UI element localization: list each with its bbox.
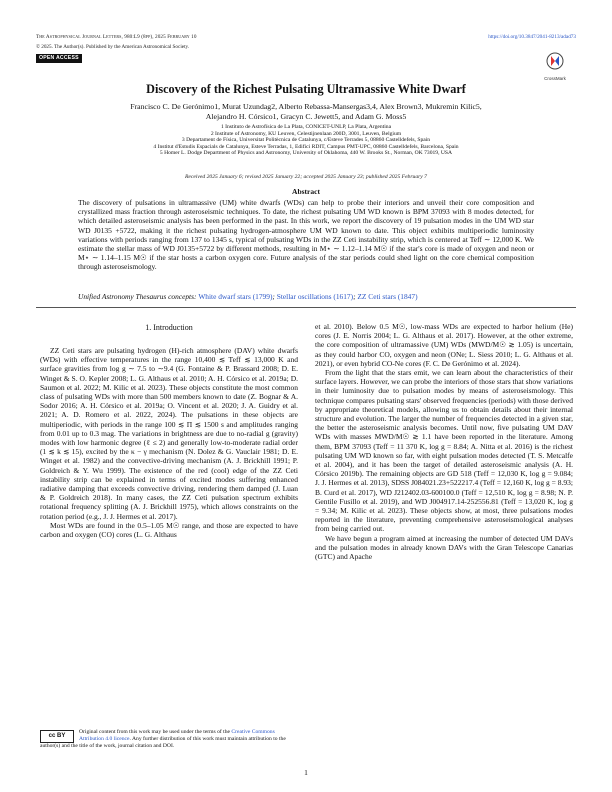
- affiliation: 3 Departament de Física, Universitat Politècnica de Catalunya, c/Esteve Terrades 5, 08860 Castelldefels, Spain: [181, 137, 431, 144]
- doi-link[interactable]: https://doi.org/10.3847/2041-8213/adad73: [488, 34, 576, 40]
- crossmark-icon: [546, 52, 564, 70]
- abstract-text: The discovery of pulsations in ultramassive (UM) white dwarfs (WDs) can help to probe their interiors and unveil their core composition and crystallized mass fraction through asteroseismic techniques. To date, the richest pulsating UM WD known is BPM 37093 with 8 modes detected, for which detailed asteroseismic analysis has been performed in the past. In this work, we report the discovery of 19 pulsation modes in the UM WD star WD J0135 +5722, making it the richest pulsating hydrogen-atmosphere UM WD known to date. This object exhibits multiperiodic luminosity variations with periods ranging from 137 to 1345 s, typical of pulsating WDs in the ZZ Ceti instability strip, which is centered at Teff ∼ 12,000 K. We estimate the stellar mass of WD J0135+5722 by different methods, resulting in M⋆ ∼ 1.12–1.14 M☉ if the star's core is made of oxygen and neon or M⋆ ∼ 1.14–1.15 M☉ if the star hosts a carbon oxygen core. Future analysis of the star periods could shed light on the core chemical composition through asteroseismology.: [78, 198, 534, 272]
- authors-line-1: Francisco C. De Gerónimo1, Murat Uzundag2, Alberto Rebassa-Mansergas3,4, Alex Brown3, Mukremin Kilic5,: [130, 102, 482, 111]
- journal-header: [36, 34, 336, 63]
- keyword-link[interactable]: ZZ Ceti stars (1847): [357, 292, 418, 301]
- page-number: 1: [304, 768, 308, 777]
- affiliation: 5 Homer L. Dodge Department of Physics and Astronomy, University of Oklahoma, 440 W. Brooks St., Norman, OK 73019, USA: [159, 150, 453, 157]
- affiliations: [40, 124, 572, 157]
- right-column: [315, 322, 573, 561]
- open-access-badge: OPEN ACCESS: [36, 54, 82, 63]
- cc-by-badge: cc BY: [40, 730, 74, 743]
- section-heading: 1. Introduction: [145, 323, 193, 332]
- paragraph: Most WDs are found in the 0.5–1.05 M☉ range, and those are expected to have carbon and oxygen (CO) cores (L. G. Althaus: [40, 520, 298, 540]
- journal-citation: The Astrophysical Journal Letters, 980:L9 (8pp), 2025 February 10: [36, 34, 197, 40]
- authors-line-2: Alejandro H. Córsico1, Gracyn C. Jewett5, and Adam G. Moss5: [205, 112, 407, 121]
- left-column: [40, 346, 298, 539]
- paragraph: ZZ Ceti stars are pulsating hydrogen (H)-rich atmosphere (DAV) white dwarfs (WDs) with effective temperatures in the range 10,400 ≲ Teff ≲ 13,000 K and surface gravities from log g ∼ 7.5 to ∼9.4 (G. Fontaine & P. Brassard 2008; D. E. Winget & S. O. Kepler 2008; L. G. Althaus et al. 2010; A. H. Córsico et al. 2019a; D. Saumon et al. 2022; M. Kilic et al. 2023). These objects constitute the most common class of pulsating WDs with more than 500 members known to date (Z. Bognar & A. Sodor 2016; A. H. Córsico et al. 2019a; O. Vincent et al. 2020; J. A. Guidry et al. 2021; A. D. Romero et al. 2022, 2024). The pulsations in these objects are multiperiodic, with periods in the range 100 ≲ Π ≲ 1500 s and amplitudes ranging from 0.01 up to 0.3 mag. The variations in brightness are due to no-radial g (gravity) modes with low harmonic degree (ℓ ≤ 2) and generally low-to-moderate radial order (1 ≲ k ≲ 15), excited by the κ − γ mechanism (N. Dolez & G. Vauclair 1981; D. E. Winget et al. 1982) and the convective-driving mechanism (A. J. Brickhill 1991; P. Goldreich & Y. Wu 1999). The existence of the red (cool) edge of the ZZ Ceti instability strip can be explained in terms of excited modes suffering enhanced radiative damping that exceeds convective driving, rendering them damped (J. Luan & P. Goldreich 2018). In many cases, the ZZ Ceti pulsation spectrum exhibits rotational frequency splitting (A. J. Brickhill 1975), which allows constraints on the rotation period (e.g., J. J. Hermes et al. 2017).: [40, 346, 298, 521]
- keyword-link[interactable]: Stellar oscillations (1617): [276, 292, 354, 301]
- paper-title: Discovery of the Richest Pulsating Ultramassive White Dwarf: [146, 82, 466, 96]
- crossmark-label: CrossMark: [544, 76, 566, 81]
- keywords-label: Unified Astronomy Thesaurus concepts:: [78, 292, 197, 301]
- keywords: Unified Astronomy Thesaurus concepts: White dwarf stars (1799); Stellar oscillations (1617); ZZ Ceti stars (1847): [78, 292, 418, 301]
- author-list: [40, 102, 572, 122]
- paragraph: We have begun a program aimed at increasing the number of detected UM DAVs and the pulsation modes in already known DAVs with the Gran Telescope Canarias (GTC) and Apache: [315, 533, 573, 562]
- paragraph: et al. 2010). Below 0.5 M☉, low-mass WDs are expected to harbor helium (He) cores (J. E. Norris 2004; L. G. Althaus et al. 2017). However, at the other extreme, the core composition of ultramassive (UM) WDs (MWD/M☉ ≳ 1.05) is uncertain, as they could harbor CO, oxygen and neon (ONe; L. Siess 2010; L. G. Althaus et al. 2021), or even hybrid CO-Ne cores (F. C. De Gerónimo et al. 2024).: [315, 322, 573, 368]
- affiliation: 2 Institute of Astronomy, KU Leuven, Celestijnenlaan 200D, 3001, Leuven, Belgium: [210, 130, 402, 137]
- paragraph: From the light that the stars emit, we can learn about the characteristics of their surface layers. However, we can probe the interiors of those stars that show variations in their luminosity due to pulsation modes by means of asteroseismology. This technique compares pulsating stars' observed frequencies (periods) with those derived by appropriate theoretical models, allowing us to obtain details about their internal structure and evolution. The larger the number of frequencies detected in a given star, the better the asteroseismic analysis becomes. Until now, five pulsating UM DAV WDs with masses MWD/M☉ ≳ 1.1 have been reported in the literature. Among them, BPM 37093 (Teff = 11 370 K, log g = 8.84; A. Nitta et al. 2016) is the richest pulsating UM WD known so far, with eight pulsation modes detected (T. S. Metcalfe et al. 2004), and it has been the target of detailed asteroseismic analysis (A. H. Córsico 2019b). The remaining objects are GD 518 (Teff = 12,030 K, log g = 9.084; J. J. Hermes et al. 2013), SDSS J084021.23+522217.4 (Teff = 12,160 K, log g = 8.93; B. Curd et al. 2017), WD J212402.03-600100.0 (Teff = 12,510 K, log g = 8.98; N. P. Gentile Fusillo et al. 2019), and WD J004917.14-252556.81 (Teff = 13,020 K, log g = 9.34; M. Kilic et al. 2023). These objects show, at most, three pulsations modes reported in the literature, preventing comprehensive asteroseismological analyses from being carried out.: [315, 368, 573, 534]
- license-text-before: Original content from this work may be used under the terms of the: [79, 729, 232, 735]
- divider: [36, 307, 576, 308]
- abstract-heading: Abstract: [292, 187, 320, 196]
- keyword-link[interactable]: White dwarf stars (1799): [198, 292, 273, 301]
- license-link[interactable]: Creative Commons Attribution 4.0 licence: [79, 729, 275, 742]
- copyright-line: © 2025. The Author(s). Published by the American Astronomical Society.: [36, 44, 190, 50]
- affiliation: 1 Instituto de Astrofísica de La Plata, CONICET-UNLP, La Plata, Argentina: [220, 124, 392, 130]
- license-text-after: . Any further distribution of this work must maintain attribution to the author(s) and the title of the work, journal citation and DOI.: [40, 736, 286, 749]
- publication-dates: Received 2025 January 6; revised 2025 January 22; accepted 2025 January 23; published 2025 February 7: [185, 174, 427, 180]
- license-note: [40, 729, 298, 750]
- affiliation: 4 Institut d'Estudis Espacials de Catalunya, Esteve Terradas, 1, Edifici RDIT, Campus PMT-UPC, 08860 Castelldefels, Barcelona, Spain: [153, 143, 459, 150]
- crossmark-button[interactable]: [540, 52, 570, 81]
